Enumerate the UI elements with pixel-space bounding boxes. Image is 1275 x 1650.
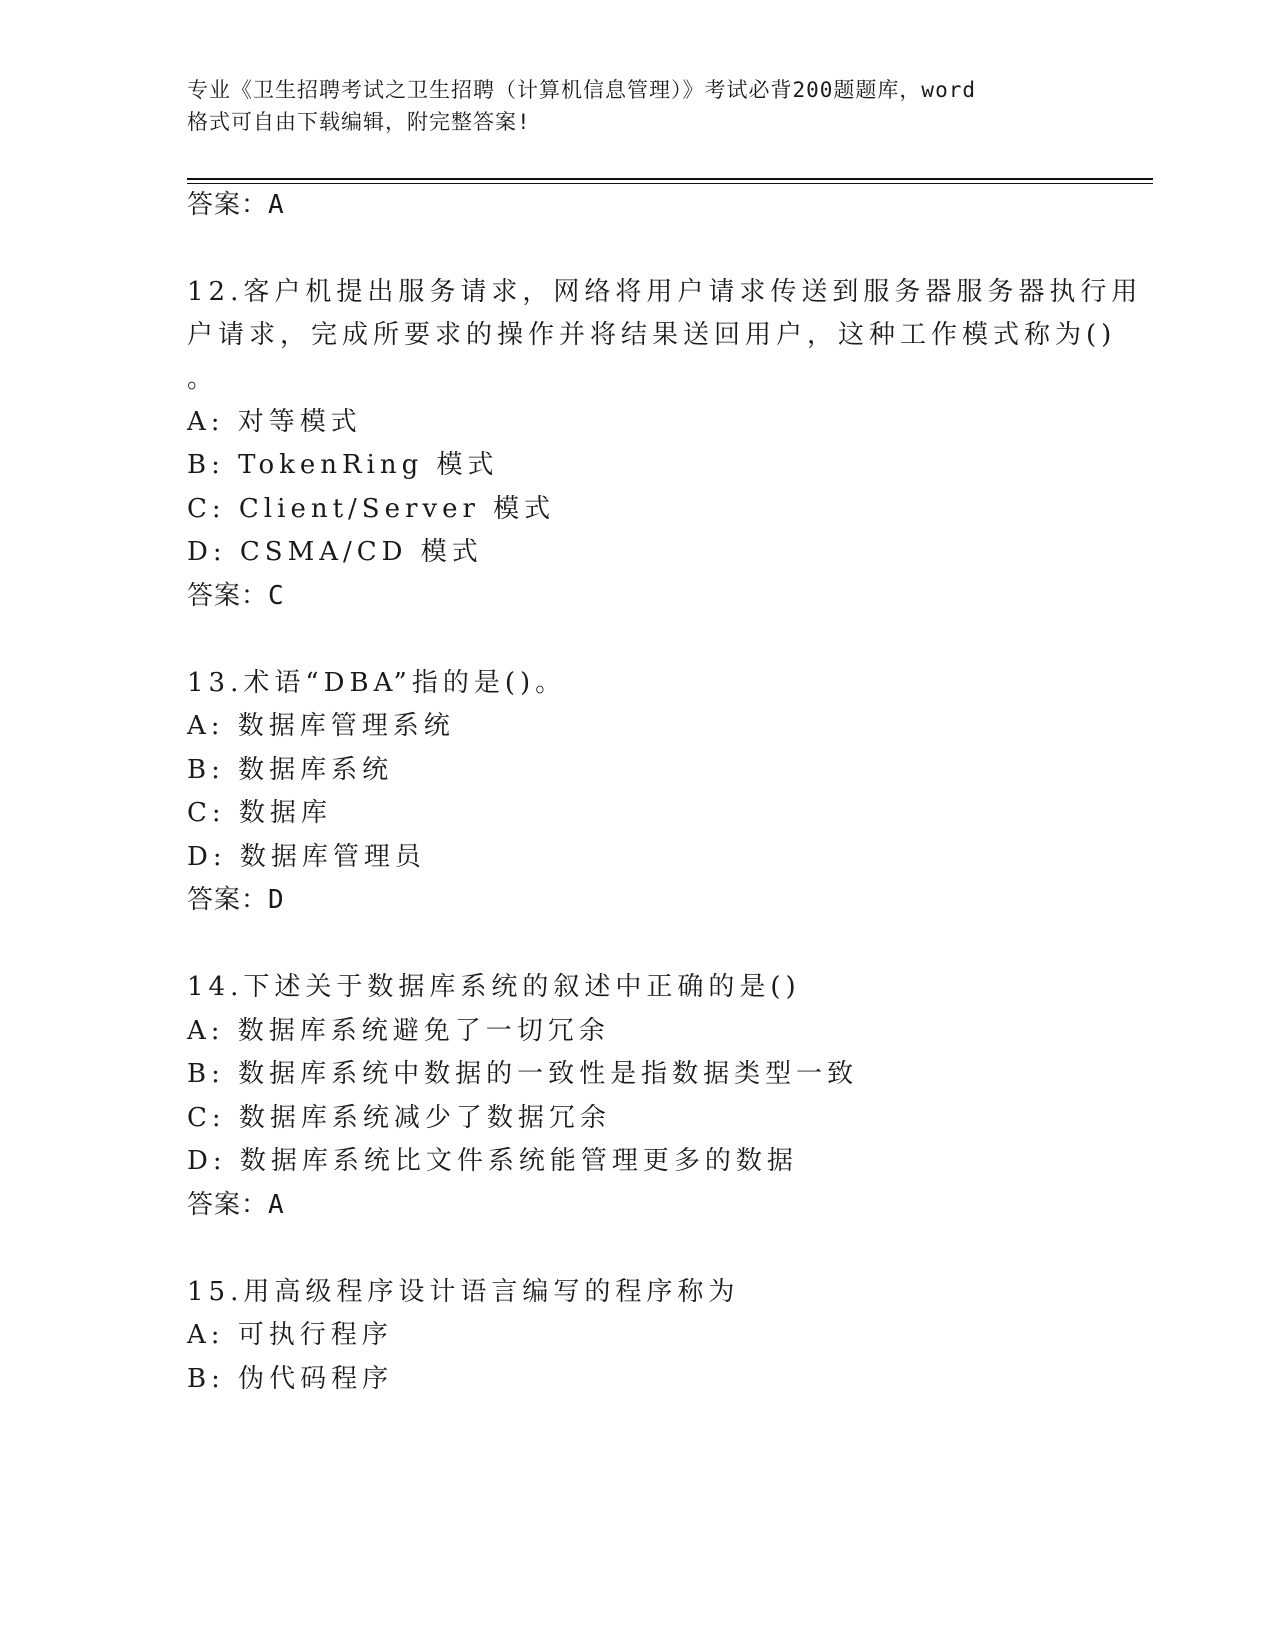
question-14-option-b: B: 数据库系统中数据的一致性是指数据类型一致 (187, 1059, 859, 1089)
question-12-stem-line-2: 户请求，完成所要求的操作并将结果送回用户，这种工作模式称为() (187, 320, 1117, 350)
answer-prev (187, 188, 285, 222)
question-13-option-d: D: 数据库管理员 (187, 842, 426, 872)
answer-label: 答案： (187, 190, 269, 220)
question-15-option-b: B: 伪代码程序 (187, 1364, 394, 1394)
header-line-1: 专业《卫生招聘考试之卫生招聘（计算机信息管理）》考试必背200题题库，word (187, 78, 976, 102)
question-15-option-a: A: 可执行程序 (187, 1320, 393, 1350)
question-14-stem: 14.下述关于数据库系统的叙述中正确的是() (187, 972, 801, 1002)
question-12-option-d: D: CSMA/CD 模式 (187, 537, 483, 567)
question-12-option-a: A: 对等模式 (187, 407, 362, 437)
question-13-stem: 13.术语“DBA”指的是()。 (187, 668, 567, 698)
question-13-option-b: B: 数据库系统 (187, 755, 394, 785)
question-14-option-d: D: 数据库系统比文件系统能管理更多的数据 (187, 1146, 798, 1176)
question-12-stem-line-1: 12.客户机提出服务请求，网络将用户请求传送到服务器服务器执行用 (187, 277, 1143, 307)
answer-key: D (268, 885, 285, 915)
question-14-option-c: C: 数据库系统减少了数据冗余 (187, 1103, 611, 1133)
header-rule-thick (187, 178, 1153, 180)
header-rule-thin (187, 183, 1153, 184)
question-12-answer (187, 579, 285, 613)
question-12-option-c: C: Client/Server 模式 (187, 494, 556, 524)
answer-label: 答案： (187, 581, 269, 611)
question-15-stem: 15.用高级程序设计语言编写的程序称为 (187, 1277, 740, 1307)
header-line-2: 格式可自由下载编辑，附完整答案! (187, 110, 531, 134)
question-13-option-c: C: 数据库 (187, 798, 332, 828)
question-13-answer (187, 883, 285, 917)
answer-label: 答案： (187, 885, 269, 915)
document-header (187, 74, 1087, 138)
answer-key: A (268, 1190, 285, 1220)
question-14-option-a: A: 数据库系统避免了一切冗余 (187, 1016, 610, 1046)
question-13-option-a: A: 数据库管理系统 (187, 711, 455, 741)
question-14-answer (187, 1188, 285, 1222)
question-12-option-b: B: TokenRing 模式 (187, 450, 499, 480)
answer-label: 答案： (187, 1190, 269, 1220)
question-12-stem-line-3: 。 (187, 364, 219, 394)
answer-key: A (268, 190, 285, 220)
answer-key: C (268, 581, 285, 611)
